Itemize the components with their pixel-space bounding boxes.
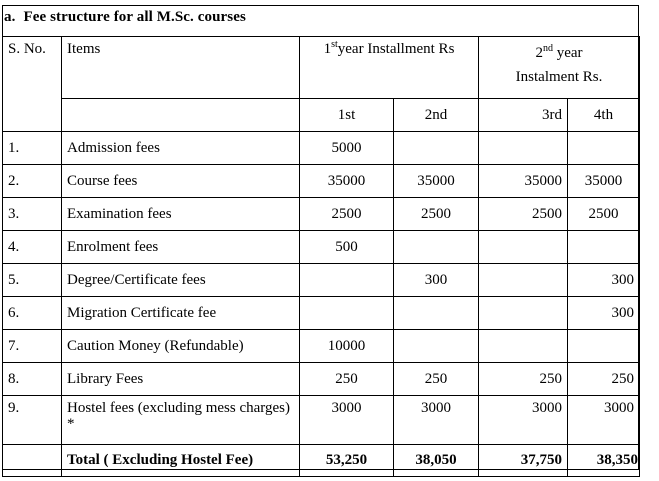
total-installment-1: 53,250 bbox=[300, 445, 394, 477]
row-installment-3: 250 bbox=[479, 363, 568, 396]
row-item: Migration Certificate fee bbox=[62, 297, 300, 330]
installment-2-header: 2nd bbox=[394, 99, 479, 132]
installment-header-row bbox=[3, 99, 640, 132]
row-installment-1: 2500 bbox=[300, 198, 394, 231]
row-installment-2: 2500 bbox=[394, 198, 479, 231]
row-installment-3 bbox=[479, 264, 568, 297]
row-sno: 1. bbox=[3, 132, 62, 165]
row-item: Degree/Certificate fees bbox=[62, 264, 300, 297]
total-installment-4: 38,350 bbox=[568, 445, 640, 477]
row-sno: 9. bbox=[3, 396, 62, 445]
installment-3-header: 3rd bbox=[479, 99, 568, 132]
total-installment-2: 38,050 bbox=[394, 445, 479, 477]
row-installment-1: 35000 bbox=[300, 165, 394, 198]
row-installment-3: 35000 bbox=[479, 165, 568, 198]
total-label: Total ( Excluding Hostel Fee) bbox=[62, 445, 300, 477]
row-installment-4: 2500 bbox=[568, 198, 640, 231]
row-installment-3 bbox=[479, 297, 568, 330]
table-row bbox=[3, 165, 640, 198]
row-installment-3 bbox=[479, 132, 568, 165]
total-row bbox=[3, 445, 640, 477]
row-installment-4: 250 bbox=[568, 363, 640, 396]
row-installment-3 bbox=[479, 231, 568, 264]
row-installment-4 bbox=[568, 231, 640, 264]
row-installment-1: 5000 bbox=[300, 132, 394, 165]
table-row bbox=[3, 297, 640, 330]
row-installment-4: 300 bbox=[568, 297, 640, 330]
row-installment-4: 35000 bbox=[568, 165, 640, 198]
row-installment-3: 3000 bbox=[479, 396, 568, 445]
section-title: Fee structure for all M.Sc. courses bbox=[23, 9, 246, 25]
row-installment-2: 35000 bbox=[394, 165, 479, 198]
year2-ord: 2 bbox=[535, 45, 543, 61]
row-installment-2 bbox=[394, 231, 479, 264]
row-installment-1: 10000 bbox=[300, 330, 394, 363]
row-item: Examination fees bbox=[62, 198, 300, 231]
row-installment-2: 3000 bbox=[394, 396, 479, 445]
table-row bbox=[3, 396, 640, 445]
installment-1-header: 1st bbox=[300, 99, 394, 132]
table-row bbox=[3, 198, 640, 231]
row-sno: 8. bbox=[3, 363, 62, 396]
row-installment-2 bbox=[394, 330, 479, 363]
row-sno: 6. bbox=[3, 297, 62, 330]
row-installment-2 bbox=[394, 132, 479, 165]
row-installment-4 bbox=[568, 132, 640, 165]
header-year2 bbox=[479, 37, 640, 99]
row-item: Course fees bbox=[62, 165, 300, 198]
row-installment-1: 250 bbox=[300, 363, 394, 396]
row-sno: 7. bbox=[3, 330, 62, 363]
header-items: Items bbox=[62, 37, 300, 99]
row-installment-2 bbox=[394, 297, 479, 330]
row-item: Library Fees bbox=[62, 363, 300, 396]
table-row bbox=[3, 363, 640, 396]
row-installment-4: 3000 bbox=[568, 396, 640, 445]
year2-line2: Instalment Rs. bbox=[515, 69, 603, 85]
section-prefix: a. bbox=[4, 9, 16, 25]
total-installment-3: 37,750 bbox=[479, 445, 568, 477]
row-installment-1 bbox=[300, 297, 394, 330]
row-item: Enrolment fees bbox=[62, 231, 300, 264]
header-items-blank bbox=[62, 99, 300, 132]
row-sno: 5. bbox=[3, 264, 62, 297]
row-item: Admission fees bbox=[62, 132, 300, 165]
row-installment-1 bbox=[300, 264, 394, 297]
year1-text: year Installment Rs bbox=[337, 41, 455, 57]
row-sno: 4. bbox=[3, 231, 62, 264]
header-sno: S. No. bbox=[3, 37, 62, 132]
header-year1 bbox=[300, 37, 479, 99]
row-installment-3: 2500 bbox=[479, 198, 568, 231]
row-sno: 2. bbox=[3, 165, 62, 198]
row-installment-4 bbox=[568, 330, 640, 363]
row-installment-2: 300 bbox=[394, 264, 479, 297]
row-installment-4: 300 bbox=[568, 264, 640, 297]
row-item: Caution Money (Refundable) bbox=[62, 330, 300, 363]
row-installment-1: 3000 bbox=[300, 396, 394, 445]
table-row bbox=[3, 264, 640, 297]
row-installment-3 bbox=[479, 330, 568, 363]
table-row bbox=[3, 330, 640, 363]
year2-text: year bbox=[552, 45, 583, 61]
row-installment-1: 500 bbox=[300, 231, 394, 264]
total-sno-blank bbox=[3, 445, 62, 477]
year2-sup: nd bbox=[542, 43, 553, 54]
header-row bbox=[3, 37, 640, 99]
installment-4-header: 4th bbox=[568, 99, 640, 132]
year1-ord: 1 bbox=[323, 41, 332, 57]
row-item: Hostel fees (excluding mess charges) * bbox=[62, 396, 300, 445]
fee-table bbox=[2, 36, 640, 477]
row-installment-2: 250 bbox=[394, 363, 479, 396]
section-heading bbox=[4, 9, 246, 26]
table-row bbox=[3, 231, 640, 264]
row-sno: 3. bbox=[3, 198, 62, 231]
table-row bbox=[3, 132, 640, 165]
year1-sup: st bbox=[331, 39, 338, 50]
